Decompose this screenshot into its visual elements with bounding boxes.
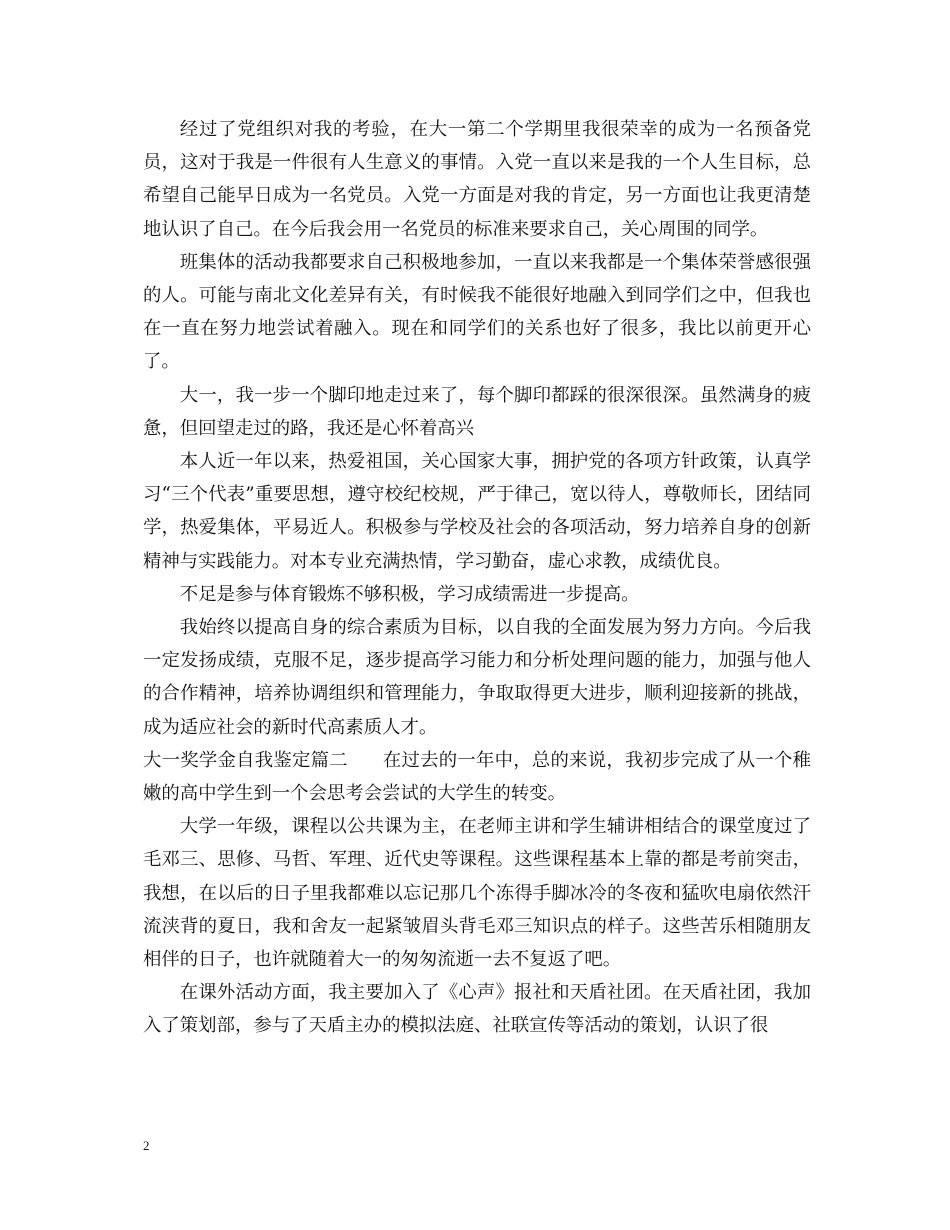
section-intro-text: 在过去的一年中，总的来说，我初步完成了从一个稚嫩的高中学生到一个会思考会尝试的大学生的转变。 [143,749,811,805]
paragraph-self-assessment: 本人近一年以来，热爱祖国，关心国家大事，拥护党的各项方针政策，认真学习“三个代表”重要思想，遵守校纪校规，严于律己，宽以待人，尊敬师长，团结同学，热爱集体，平易近人。积极参与学校及社会的各项活动，努力培养自身的创新精神与实践能力。对本专业充满热情，学习勤奋，虚心求教，成绩优良。 [143,451,811,572]
section-heading: 大一奖学金自我鉴定篇二 [143,749,348,771]
paragraph-shortcomings: 不足是参与体育锻炼不够积极，学习成绩需进一步提高。 [179,583,640,605]
section-two-paragraph [143,744,811,810]
paragraph-courses: 大学一年级，课程以公共课为主，在老师主讲和学生辅讲相结合的课堂度过了毛邓三、思修、马哲、军理、近代史等课程。这些课程基本上靠的都是考前突击，我想，在以后的日子里我都难以忘记那几个冻得手脚冰冷的冬夜和猛吹电扇依然汗流浃背的夏日，我和舍友一起紧皱眉头背毛邓三知识点的样子。这些苦乐相随朋友相伴的日子，也许就随着大一的匆匆流逝一去不复返了吧。 [143,816,811,971]
paragraph-future-goals: 我始终以提高自身的综合素质为目标，以自我的全面发展为努力方向。今后我一定发扬成绩，克服不足，逐步提高学习能力和分析处理问题的能力，加强与他人的合作精神，培养协调组织和管理能力，争取取得更大进步，顺利迎接新的挑战，成为适应社会的新时代高素质人才。 [143,617,811,738]
paragraph-extracurricular: 在课外活动方面，我主要加入了《心声》报社和天盾社团。在天盾社团，我加入了策划部，参与了天盾主办的模拟法庭、社联宣传等活动的策划，认识了很 [143,982,811,1037]
paragraph-party-membership: 经过了党组织对我的考验，在大一第二个学期里我很荣幸的成为一名预备党员，这对于我是一件很有人生意义的事情。入党一直以来是我的一个人生目标，总希望自己能早日成为一名党员。入党一方面是对我的肯定，另一方面也让我更清楚地认识了自己。在今后我会用一名党员的标准来要求自己，关心周围的同学。 [143,119,811,240]
paragraph-freshman-year: 大一，我一步一个脚印地走过来了，每个脚印都踩的很深很深。虽然满身的疲惫，但回望走过的路，我还是心怀着高兴 [143,384,811,439]
page-number: 2 [143,1138,150,1153]
document-body [143,113,811,1043]
paragraph-class-activities: 班集体的活动我都要求自己积极地参加，一直以来我都是一个集体荣誉感很强的人。可能与南北文化差异有关，有时候我不能很好地融入到同学们之中，但我也在一直在努力地尝试着融入。现在和同学们的关系也好了很多，我比以前更开心了。 [143,251,811,373]
